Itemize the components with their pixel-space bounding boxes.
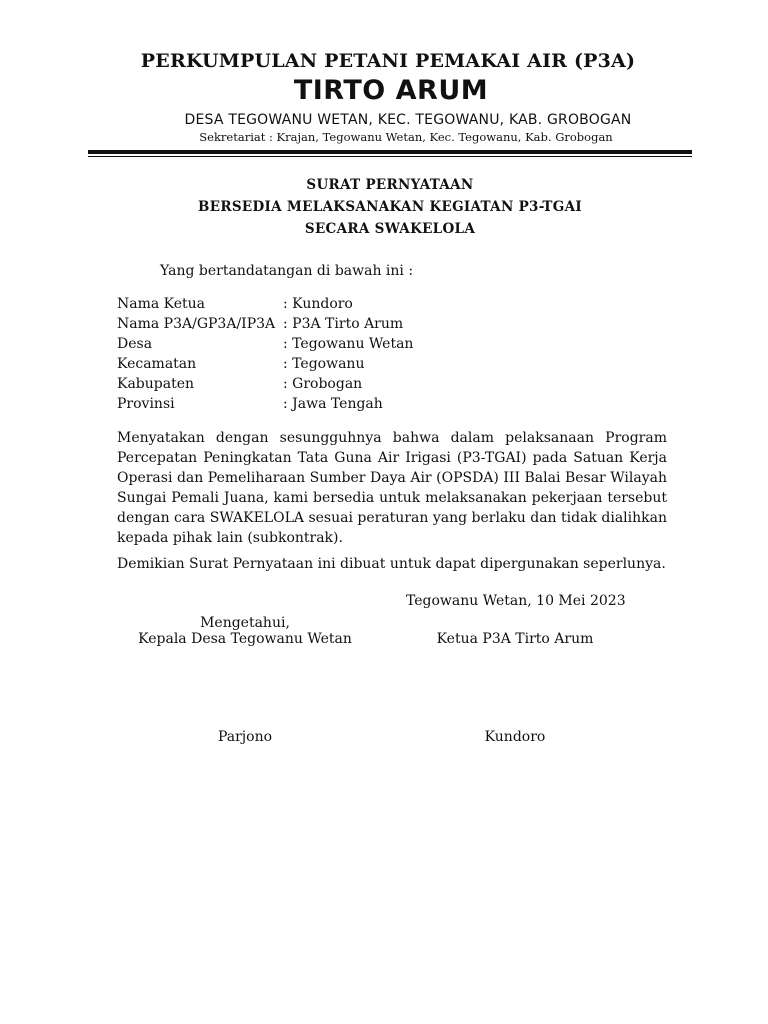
identity-value-provinsi: : Jawa Tengah [283,396,383,412]
place-date: Tegowanu Wetan, 10 Mei 2023 [406,593,626,609]
right-signatory-title: Ketua P3A Tirto Arum [436,631,594,647]
identity-label-kecamatan: Kecamatan [117,356,197,372]
document-title: SURAT PERNYATAAN [306,177,474,193]
document-subtitle-2: SECARA SWAKELOLA [304,221,476,237]
identity-label-p3a: Nama P3A/GP3A/IP3A [117,316,276,332]
letterhead-divider-thick [88,150,692,154]
identity-value-desa: : Tegowanu Wetan [283,336,414,352]
letterhead-org-line: PERKUMPULAN PETANI PEMAKAI AIR (P3A) [140,50,636,72]
identity-value-kecamatan: : Tegowanu [283,356,365,372]
identity-label-kabupaten: Kabupaten [117,376,195,392]
intro-text: Yang bertandatangan di bawah ini : [160,263,414,279]
statement-paragraph: Menyatakan dengan sesungguhnya bahwa dalam pelaksanaan Program Percepatan Peningkatan Tata Guna Air Irigasi (P3-TGAI) pada Satuan Kerja Operasi dan Pemeliharaan Sumber Daya Air (OPSDA) III Balai Besar Wilayah Sungai Pemali Juana, kami bersedia untuk melaksanakan pekerjaan tersebut dengan cara SWAKELOLA sesuai peraturan yang berlaku dan tidak dialihkan kepada pihak lain (subkontrak). [117,430,667,546]
letterhead-org-name: TIRTO ARUM [293,75,489,106]
identity-value-kabupaten: : Grobogan [283,376,363,392]
letterhead-secretariat: Sekretariat : Krajan, Tegowanu Wetan, Kec. Tegowanu, Kab. Grobogan [199,130,613,144]
letterhead-address: DESA TEGOWANU WETAN, KEC. TEGOWANU, KAB. GROBOGAN [184,112,632,128]
identity-label-provinsi: Provinsi [117,396,175,412]
left-signatory-prefix: Mengetahui, [200,615,290,631]
letterhead-divider-thin [88,156,692,157]
left-signatory-name: Parjono [217,729,273,745]
right-signatory-name: Kundoro [484,729,546,745]
identity-value-ketua: : Kundoro [283,296,353,312]
identity-label-ketua: Nama Ketua [117,296,206,312]
document-subtitle: BERSEDIA MELAKSANAKAN KEGIATAN P3-TGAI [198,199,582,215]
identity-value-p3a: : P3A Tirto Arum [283,316,404,332]
closing-sentence: Demikian Surat Pernyataan ini dibuat untuk dapat dipergunakan seperlunya. [117,556,666,572]
left-signatory-title: Kepala Desa Tegowanu Wetan [138,631,352,647]
identity-label-desa: Desa [117,336,153,352]
